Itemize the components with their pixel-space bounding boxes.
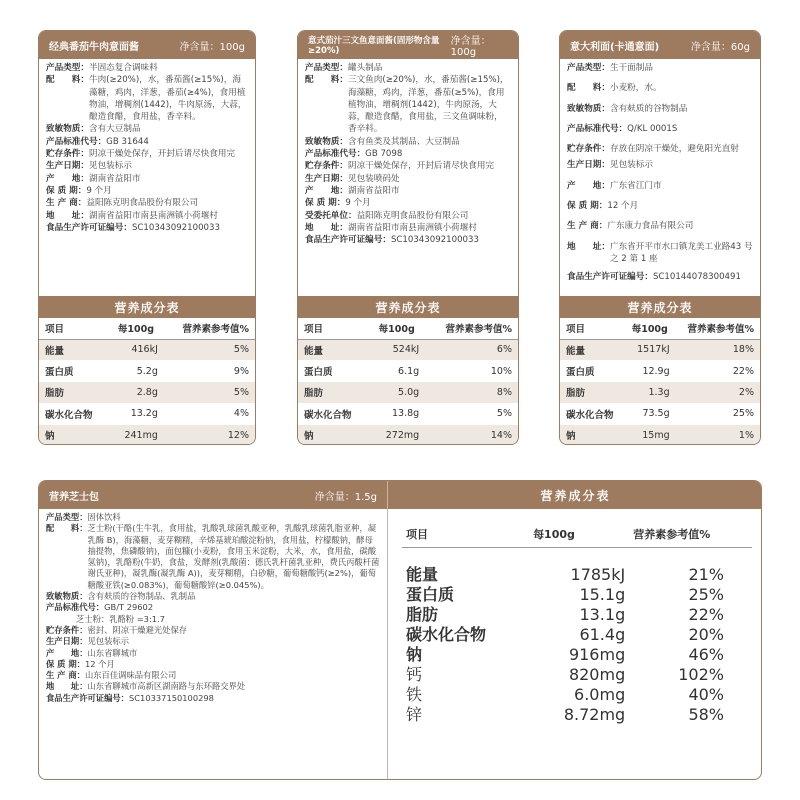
per-100g: 1.3g bbox=[624, 382, 676, 403]
per-100g: 13.1g bbox=[579, 605, 626, 624]
table-row bbox=[402, 685, 752, 705]
info-key: 食品生产许可证编号： bbox=[46, 692, 129, 703]
info-row bbox=[567, 200, 753, 212]
cheese-info-panel bbox=[39, 481, 387, 780]
info-value: 存放在阴凉干燥处，避免阳光直射 bbox=[609, 144, 739, 155]
table-row bbox=[402, 645, 752, 665]
info-key: 致敏物质： bbox=[46, 591, 88, 602]
info-value: 含有大豆制品 bbox=[88, 124, 141, 135]
nrv: 8% bbox=[425, 382, 518, 403]
per-100g: 61.4g bbox=[579, 625, 626, 644]
label-card-pasta bbox=[559, 30, 761, 445]
info-row bbox=[46, 693, 380, 704]
nrv: 22% bbox=[688, 605, 724, 624]
info-value: 含有鱼类及其制品、大豆制品 bbox=[347, 136, 460, 147]
nutrient: 铁 bbox=[406, 685, 423, 704]
info-key: 致敏物质： bbox=[305, 136, 348, 147]
nutrition-table bbox=[298, 318, 518, 445]
info-value: GB 7098 bbox=[365, 149, 403, 160]
info-row bbox=[305, 234, 511, 246]
table-row bbox=[298, 425, 518, 445]
info-value: 山东百佳调味品有限公司 bbox=[84, 670, 177, 681]
nrv: 5% bbox=[164, 339, 255, 360]
table-row bbox=[560, 339, 760, 360]
col-header: 每100g bbox=[529, 521, 629, 547]
nutrient: 脂肪 bbox=[560, 382, 624, 403]
info-key: 致敏物质： bbox=[567, 103, 610, 114]
info-row bbox=[305, 160, 511, 172]
info-row bbox=[46, 160, 248, 172]
info-row bbox=[567, 62, 753, 74]
info-value: 9 个月 bbox=[86, 185, 112, 196]
nutrient: 蛋白质 bbox=[304, 367, 333, 379]
nutrition-table bbox=[560, 318, 760, 445]
per-100g: 5.2g bbox=[136, 365, 158, 377]
per-100g: 12.9g bbox=[642, 365, 670, 377]
nutrient: 能量 bbox=[406, 565, 439, 584]
info-key: 贮存条件： bbox=[305, 161, 348, 172]
info-value: 益阳陈克明食品股份有限公司 bbox=[86, 198, 199, 209]
table-row bbox=[402, 705, 752, 725]
nrv: 5% bbox=[164, 382, 255, 403]
info-value: 半固态复合调味料 bbox=[88, 63, 158, 73]
info-key: 产品标准代号： bbox=[46, 136, 107, 147]
info-value: 小麦粉，水。 bbox=[609, 83, 662, 94]
info-key: 产品标准代号： bbox=[305, 149, 366, 160]
info-key: 致敏物质： bbox=[46, 124, 89, 135]
info-value: GB 31644 bbox=[106, 136, 149, 147]
info-value: 阴凉干燥处保存，开封后请尽快食用完 bbox=[347, 161, 495, 172]
info-key: 产 地： bbox=[46, 173, 89, 184]
info-value: 见包装标示 bbox=[609, 160, 653, 171]
nrv: 18% bbox=[676, 339, 760, 360]
info-row bbox=[46, 185, 248, 197]
info-key: 生产日期： bbox=[46, 636, 88, 647]
col-header: 项目 bbox=[39, 318, 108, 339]
card-header bbox=[39, 481, 387, 509]
info-row bbox=[46, 523, 380, 591]
info-key: 产品类型： bbox=[46, 512, 88, 522]
nrv: 20% bbox=[688, 625, 724, 644]
nutrition-title: 营养成分表 bbox=[388, 481, 762, 509]
label-card-cheese bbox=[38, 480, 762, 780]
net-weight: 净含量：100g bbox=[450, 36, 491, 58]
nutrient: 钠 bbox=[560, 425, 624, 445]
col-header: 项目 bbox=[402, 521, 529, 547]
info-value: 益阳陈克明食品股份有限公司 bbox=[356, 210, 469, 221]
info-value: 山东省聊城市 bbox=[87, 647, 138, 658]
spacer-row bbox=[402, 547, 752, 565]
info-value: 湖南省益阳市 bbox=[88, 173, 141, 184]
info-key: 产 地： bbox=[305, 185, 348, 196]
product-info bbox=[39, 59, 255, 296]
table-row bbox=[560, 403, 760, 424]
info-key: 受委托单位： bbox=[305, 210, 357, 221]
per-100g: 241mg bbox=[108, 425, 164, 445]
info-value: 含有麸质的谷物制品 bbox=[609, 103, 688, 114]
info-key: 产品类型： bbox=[305, 63, 348, 73]
nutrient: 钠 bbox=[39, 425, 108, 445]
info-key: 贮存条件： bbox=[567, 144, 610, 155]
info-value: 12 个月 bbox=[607, 201, 639, 212]
col-header: 每100g bbox=[368, 318, 425, 339]
info-key: 食品生产许可证编号： bbox=[305, 235, 391, 246]
nrv: 102% bbox=[678, 665, 724, 684]
col-header: 营养素参考值% bbox=[629, 521, 752, 547]
info-key: 保 质 期： bbox=[305, 198, 346, 209]
info-row bbox=[46, 123, 248, 135]
col-header: 项目 bbox=[298, 318, 368, 339]
info-value: 湖南省益阳市南县南洲镇小荷堰村 bbox=[347, 222, 477, 233]
info-key: 配 料： bbox=[567, 83, 610, 94]
info-value: 见包装标示 bbox=[88, 161, 132, 172]
info-key: 贮存条件： bbox=[46, 624, 88, 635]
nrv: 21% bbox=[688, 565, 724, 584]
info-key: 产 地： bbox=[46, 647, 88, 658]
info-row bbox=[305, 222, 511, 234]
table-row bbox=[560, 382, 760, 403]
table-row bbox=[402, 625, 752, 645]
nutrient: 锌 bbox=[406, 705, 423, 724]
info-value: 12 个月 bbox=[84, 658, 115, 669]
info-value: 湖南省益阳市南县南洲镇小荷堰村 bbox=[88, 210, 218, 221]
table-row bbox=[560, 425, 760, 445]
info-row bbox=[46, 670, 380, 681]
nrv: 40% bbox=[688, 685, 724, 704]
card-header bbox=[298, 31, 518, 59]
nrv: 46% bbox=[688, 645, 724, 664]
nutrient: 碳水化合物 bbox=[566, 409, 614, 421]
cheese-nutrition-panel bbox=[387, 481, 762, 780]
info-value: 牛肉(≥20%)，水，番茄酱(≥15%)，海藻糖，鸡肉，洋葱，番茄(≥4%)，食用植物油，增稠剂(1442)，牛肉原汤，大蒜，酿造食醋，食用盐，香辛料。 bbox=[88, 75, 247, 123]
info-value: 广东省江门市 bbox=[609, 180, 662, 191]
nutrient: 钠 bbox=[406, 645, 423, 664]
col-header: 营养素参考值% bbox=[425, 318, 518, 339]
info-value: SC10343092100033 bbox=[131, 222, 220, 233]
per-100g: 2.8g bbox=[108, 382, 164, 403]
info-key: 地 址： bbox=[305, 222, 348, 233]
card-header bbox=[39, 31, 255, 59]
info-row bbox=[305, 62, 511, 74]
info-value: 见包装标示 bbox=[87, 636, 129, 647]
per-100g: 1785kJ bbox=[570, 565, 626, 584]
info-row bbox=[305, 148, 511, 160]
info-value: 湖南省益阳市 bbox=[347, 185, 400, 196]
info-row bbox=[305, 185, 511, 197]
info-value: 芝士粉(干酪(生牛乳，食用盐，乳酸乳球菌乳酸亚种，乳酸乳球菌乳脂亚种，凝乳酶 B)，海藻糖，麦芽糊精，辛烯基琥珀酸淀粉钠，食用盐，柠檬酸钠，酵母抽提物，焦磷酸钠)，面包糠(小麦粉，食用玉米淀粉，大米，水，食用盐，碳酸氢钠)，乳酪粉(牛奶，食盐，发酵剂(乳酸菌：德氏乳杆菌乳亚种，费氏丙酸杆菌谢氏亚种)，凝乳酶(凝乳酶 A))，麦芽糊精，白砂糖，葡萄糖酸钙(≥2%)，葡萄糖酸亚铁(≥0.083%)，葡萄糖酸锌(≥0.045%)。 bbox=[87, 523, 380, 590]
nrv: 25% bbox=[688, 585, 724, 604]
info-key: 配 料： bbox=[305, 75, 348, 86]
info-value: 见包装喷码处 bbox=[347, 173, 400, 184]
nrv: 5% bbox=[496, 408, 512, 420]
info-key: 配 料： bbox=[46, 523, 88, 534]
nutrient: 钙 bbox=[406, 665, 423, 684]
info-row bbox=[46, 512, 380, 523]
nrv: 6% bbox=[425, 339, 518, 360]
info-key: 食品生产许可证编号： bbox=[46, 222, 132, 233]
info-row bbox=[305, 197, 511, 209]
nutrition-table bbox=[39, 318, 255, 445]
info-row bbox=[46, 681, 380, 692]
nrv: 22% bbox=[732, 365, 754, 377]
nutrient: 钠 bbox=[298, 425, 368, 445]
nutrient: 能量 bbox=[298, 339, 368, 360]
info-row bbox=[567, 271, 753, 283]
info-key: 地 址： bbox=[46, 681, 88, 692]
info-key: 产品类型： bbox=[567, 63, 610, 73]
table-row bbox=[39, 382, 255, 403]
info-key: 产品类型： bbox=[46, 63, 89, 73]
col-header: 营养素参考值% bbox=[164, 318, 255, 339]
info-value: 三文鱼肉(≥20%)，水，番茄酱(≥15%)，海藻糖，鸡肉，洋葱，番茄(≥5%)，食用植物油，增稠剂(1442)，牛肉原汤，大蒜，酿造食醋，食用盐，三文鱼调味粉，香辛料。 bbox=[347, 75, 509, 135]
net-weight: 净含量：60g bbox=[690, 41, 750, 53]
nrv: 14% bbox=[425, 425, 518, 445]
table-row bbox=[39, 339, 255, 360]
per-100g: 15.1g bbox=[579, 585, 626, 604]
info-value: SC10144078300491 bbox=[652, 272, 741, 283]
per-100g: 73.5g bbox=[642, 408, 670, 420]
info-key: 生产日期： bbox=[567, 160, 610, 171]
col-header: 每100g bbox=[108, 318, 164, 339]
info-value: 固体饮料 bbox=[87, 512, 121, 522]
per-100g: 15mg bbox=[624, 425, 676, 445]
nrv: 4% bbox=[233, 408, 249, 420]
nutrient: 碳水化合物 bbox=[406, 625, 487, 644]
info-row bbox=[46, 625, 380, 636]
nrv: 9% bbox=[233, 365, 249, 377]
card-header bbox=[560, 31, 760, 59]
info-key: 产品标准代号： bbox=[567, 123, 628, 134]
info-row bbox=[46, 648, 380, 659]
info-value: 芝士粉：乳酪粉 =3:1.7 bbox=[76, 613, 165, 624]
info-row bbox=[305, 173, 511, 185]
nutrient: 碳水化合物 bbox=[45, 409, 93, 421]
info-key: 食品生产许可证编号： bbox=[567, 272, 653, 283]
info-row bbox=[46, 148, 248, 160]
nrv: 1% bbox=[676, 425, 760, 445]
info-key: 生产日期： bbox=[305, 173, 348, 184]
info-row bbox=[305, 210, 511, 222]
per-100g: 13.8g bbox=[392, 408, 420, 420]
info-value: GB/T 29602 bbox=[104, 602, 154, 613]
nutrient: 能量 bbox=[39, 339, 108, 360]
info-row bbox=[567, 241, 753, 266]
nutrition-title: 营养成分表 bbox=[560, 296, 760, 318]
info-row bbox=[46, 636, 380, 647]
info-key: 生产日期： bbox=[46, 161, 89, 172]
info-row bbox=[46, 591, 380, 602]
per-100g: 1517kJ bbox=[624, 339, 676, 360]
nutrition-title: 营养成分表 bbox=[298, 296, 518, 318]
info-value: 山东省聊城市高新区湖南路与东环路交界处 bbox=[87, 681, 246, 692]
label-card-salmon-sauce bbox=[297, 30, 519, 445]
nutrient: 蛋白质 bbox=[406, 585, 455, 604]
net-weight: 净含量：100g bbox=[179, 41, 245, 53]
info-row bbox=[567, 123, 753, 135]
nutrient: 脂肪 bbox=[298, 382, 368, 403]
table-row bbox=[298, 403, 518, 424]
per-100g: 6.1g bbox=[398, 365, 420, 377]
info-row bbox=[305, 136, 511, 148]
info-row bbox=[567, 143, 753, 155]
per-100g: 13.2g bbox=[130, 408, 158, 420]
info-row bbox=[46, 197, 248, 209]
info-value: SC10337150100298 bbox=[128, 692, 214, 703]
info-row bbox=[567, 82, 753, 94]
col-header: 项目 bbox=[560, 318, 624, 339]
nrv: 25% bbox=[732, 408, 754, 420]
info-value: 罐头制品 bbox=[347, 63, 383, 73]
info-row bbox=[567, 220, 753, 232]
info-key: 产 地： bbox=[567, 180, 610, 191]
info-key: 保 质 期： bbox=[567, 201, 608, 212]
table-row bbox=[39, 360, 255, 381]
product-info bbox=[298, 59, 518, 296]
info-row bbox=[46, 614, 380, 625]
product-title: 意式茄汁三文鱼意面酱(固形物含量≥20%) bbox=[308, 36, 440, 56]
info-row bbox=[46, 74, 248, 123]
info-row bbox=[567, 180, 753, 192]
info-key: 保 质 期： bbox=[46, 658, 85, 669]
col-header: 每100g bbox=[624, 318, 676, 339]
label-card-beef-sauce bbox=[38, 30, 256, 445]
table-row bbox=[402, 665, 752, 685]
info-key: 贮存条件： bbox=[46, 149, 89, 160]
info-value: SC10343092100033 bbox=[390, 235, 479, 246]
nutrient: 脂肪 bbox=[39, 382, 108, 403]
info-key: 生 产 商： bbox=[567, 221, 608, 232]
info-value: 含有麸质的谷物制品、乳制品 bbox=[87, 591, 196, 602]
info-value: 密封、阴凉干燥避光处保存 bbox=[87, 624, 188, 635]
info-key: 地 址： bbox=[567, 241, 610, 252]
nrv: 58% bbox=[688, 705, 724, 724]
info-row bbox=[46, 210, 248, 222]
info-value: 广东省开平市水口镇龙美工业路43 号之 2 第 1 座 bbox=[609, 241, 753, 264]
info-value: 广东康力食品有限公司 bbox=[607, 221, 694, 232]
info-row bbox=[46, 173, 248, 185]
info-key: 生 产 商： bbox=[46, 198, 87, 209]
nutrition-table bbox=[402, 521, 752, 725]
info-row bbox=[305, 74, 511, 135]
info-row bbox=[46, 136, 248, 148]
table-row bbox=[560, 360, 760, 381]
info-value: 阴凉干燥处保存，开封后请尽快食用完 bbox=[88, 149, 236, 160]
info-row bbox=[46, 62, 248, 74]
nutrition-title: 营养成分表 bbox=[39, 296, 255, 318]
product-title: 营养芝士包 bbox=[49, 491, 99, 503]
info-row bbox=[567, 159, 753, 171]
info-key: 保 质 期： bbox=[46, 185, 87, 196]
net-weight: 净含量：1.5g bbox=[314, 491, 377, 503]
nutrient: 能量 bbox=[560, 339, 624, 360]
info-value: Q/KL 0001S bbox=[627, 123, 678, 134]
per-100g: 524kJ bbox=[368, 339, 425, 360]
product-title: 经典番茄牛肉意面酱 bbox=[49, 41, 139, 53]
info-row bbox=[46, 659, 380, 670]
info-key: 地 址： bbox=[46, 210, 89, 221]
nrv: 2% bbox=[676, 382, 760, 403]
info-key: 生 产 商： bbox=[46, 670, 85, 681]
per-100g: 416kJ bbox=[108, 339, 164, 360]
nrv: 10% bbox=[490, 365, 512, 377]
per-100g: 6.0mg bbox=[574, 685, 626, 704]
per-100g: 272mg bbox=[368, 425, 425, 445]
table-row bbox=[298, 360, 518, 381]
nutrient: 碳水化合物 bbox=[304, 409, 352, 421]
nutrient: 蛋白质 bbox=[45, 367, 74, 379]
table-row bbox=[39, 425, 255, 445]
table-row bbox=[298, 382, 518, 403]
info-row bbox=[46, 222, 248, 234]
table-row bbox=[402, 605, 752, 625]
per-100g: 916mg bbox=[568, 645, 626, 664]
table-row bbox=[402, 565, 752, 585]
nutrient: 脂肪 bbox=[406, 605, 439, 624]
product-info bbox=[39, 509, 387, 704]
info-row bbox=[567, 103, 753, 115]
info-row bbox=[46, 602, 380, 613]
product-title: 意大利面(卡通意面) bbox=[570, 41, 660, 53]
info-value: 9 个月 bbox=[345, 198, 371, 209]
table-row bbox=[298, 339, 518, 360]
table-row bbox=[39, 403, 255, 424]
product-info bbox=[560, 59, 760, 296]
per-100g: 5.0g bbox=[368, 382, 425, 403]
per-100g: 8.72mg bbox=[563, 705, 626, 724]
info-key: 产品标准代号： bbox=[46, 602, 105, 613]
per-100g: 820mg bbox=[568, 665, 626, 684]
info-value: 生干面制品 bbox=[609, 63, 653, 73]
info-key: 配 料： bbox=[46, 75, 89, 86]
table-row bbox=[402, 585, 752, 605]
nutrient: 蛋白质 bbox=[566, 367, 595, 379]
nrv: 12% bbox=[164, 425, 255, 445]
col-header: 营养素参考值% bbox=[676, 318, 760, 339]
